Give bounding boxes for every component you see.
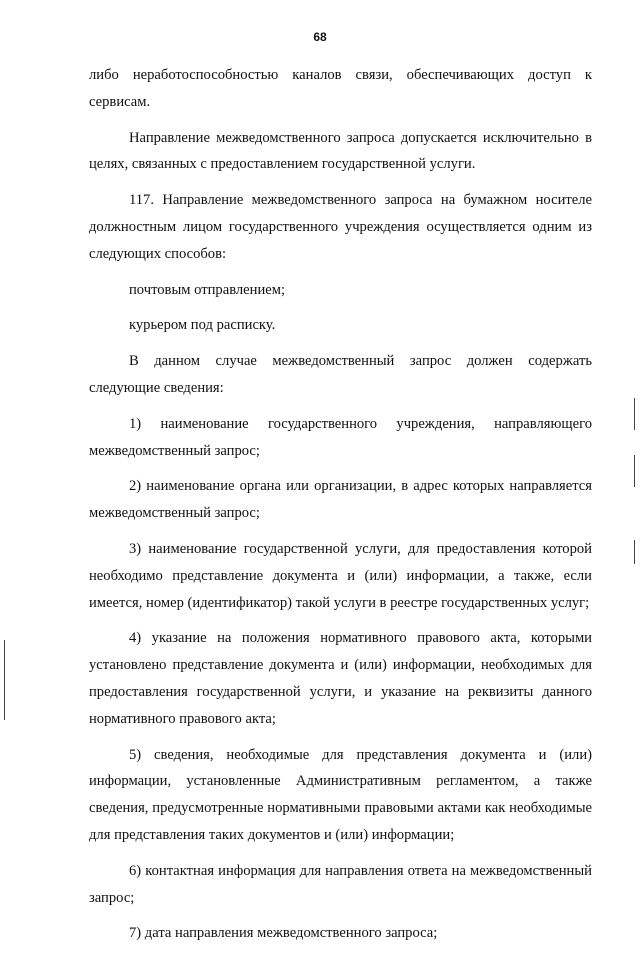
paragraph: В данном случае межведомственный запрос должен содержать следующие сведения: (89, 353, 592, 396)
list-item: 2) наименование органа или организации, в адрес которых направляется межведомственный запрос; (89, 478, 592, 522)
scan-edge-mark (634, 455, 635, 487)
list-item: 1) наименование государственного учреждения, направляющего межведомственный запрос; (89, 415, 592, 459)
page-number: 68 (313, 30, 327, 44)
list-item: 6) контактная информация для направления ответа на межведомственный запрос; (89, 862, 592, 906)
paragraph: почтовым отправлением; (129, 281, 286, 298)
paragraph: 117. Направление межведомственного запроса на бумажном носителе должностным лицом государственного учреждения осуществляется одним из следующих способов: (89, 192, 592, 262)
document-body (89, 62, 592, 956)
list-item: 4) указание на положения нормативного правового акта, которыми установлено представление документа и (или) информации, необходимых для предоставления государственной услуги, и указание на реквизиты данного нормативного правового акта; (89, 630, 592, 727)
paragraph: либо неработоспособностью каналов связи, обеспечивающих доступ к сервисам. (89, 67, 592, 110)
paragraph: Направление межведомственного запроса допускается исключительно в целях, связанных с предоставлением государственной услуги. (89, 129, 592, 173)
scan-edge-mark (634, 540, 635, 564)
scan-edge-mark (634, 398, 635, 430)
list-item: 7) дата направления межведомственного запроса; (129, 925, 438, 942)
list-item: 5) сведения, необходимые для представления документа и (или) информации, установленные Административным регламентом, а также сведения, предусмотренные нормативными правовыми актами как необходимые для представления таких документов и (или) информации; (89, 746, 592, 843)
list-item: 3) наименование государственной услуги, для предоставления которой необходимо представление документа и (или) информации, а также, если имеется, номер (идентификатор) такой услуги в реестре государственных услуг; (89, 540, 592, 611)
paragraph: курьером под расписку. (129, 317, 276, 334)
scan-edge-mark (4, 640, 5, 720)
